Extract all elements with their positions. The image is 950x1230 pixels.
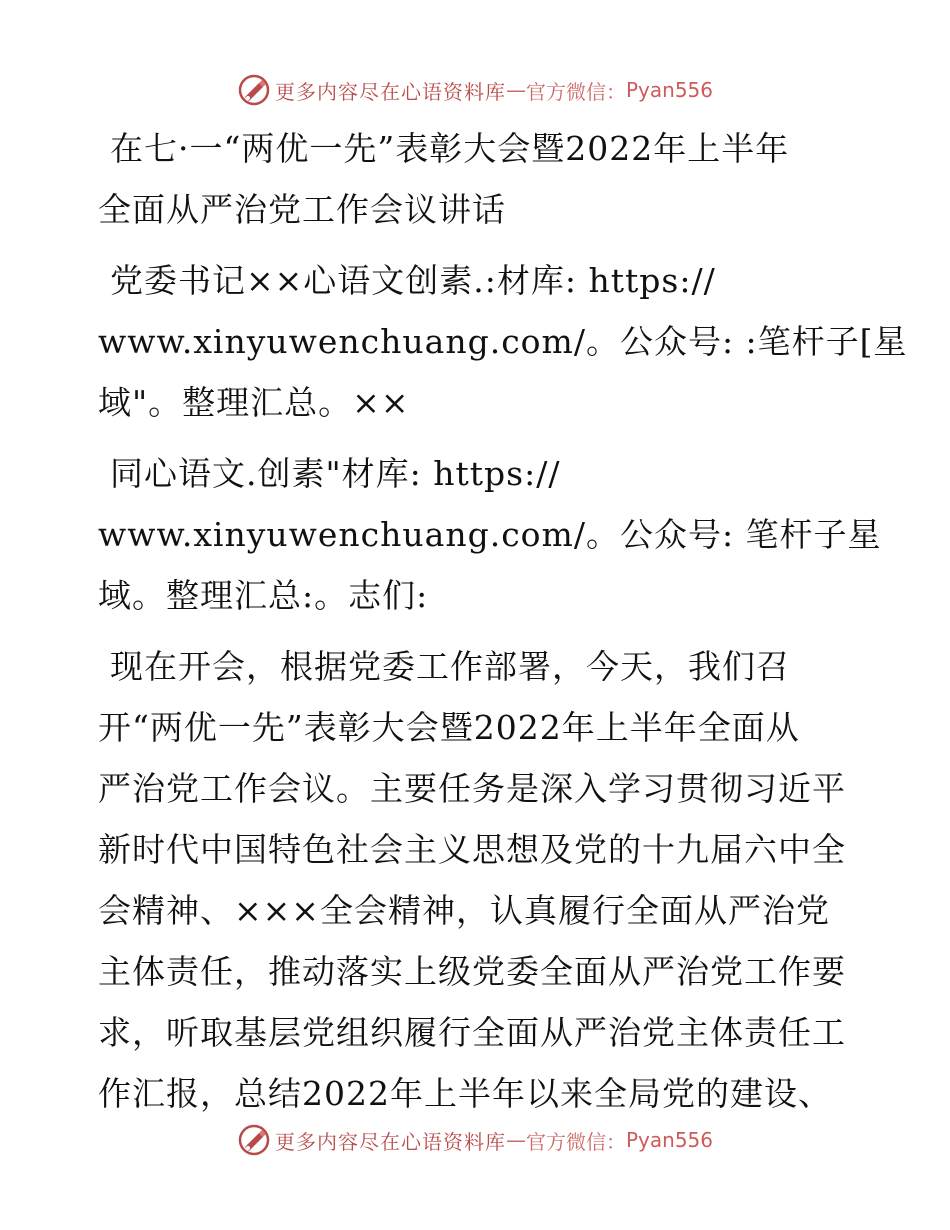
body-line: 求，听取基层党组织履行全面从严治党主体责任工: [98, 1013, 846, 1052]
watermark-official-label: 官方微信：: [525, 1129, 626, 1154]
body-line: 会精神、×××全会精神，认真履行全面从严治党: [98, 891, 830, 930]
byline-line: 党委书记××心语文创素.:材库: https://: [110, 261, 716, 300]
body-line: 主体责任，推动落实上级党委全面从严治党工作要: [98, 952, 846, 991]
watermark-account: Pyan556: [625, 1128, 713, 1152]
byline-line: 域"。整理汇总。××: [98, 383, 410, 422]
greeting-line: 同心语文.创素"材库: https://: [110, 454, 561, 493]
body-line: 现在开会，根据党委工作部署，今天，我们召: [110, 647, 790, 686]
pen-seal-icon: [237, 1123, 271, 1157]
body-line: 严治党工作会议。主要任务是深入学习贯彻习近平: [98, 769, 846, 808]
watermark-banner-top: [0, 70, 950, 110]
title-line: 全面从严治党工作会议讲话: [98, 190, 506, 229]
greeting-line: 域。整理汇总:。志们:: [98, 576, 429, 615]
document-body: [98, 118, 908, 1134]
watermark-banner-bottom: [0, 1120, 950, 1160]
greeting-line: www.xinyuwenchuang.com/。公众号: 笔杆子星: [98, 515, 882, 554]
greeting-paragraph: [98, 443, 882, 626]
body-line: 开“两优一先”表彰大会暨2022年上半年全面从: [98, 708, 800, 747]
watermark-text: 更多内容尽在心语资料库: [274, 1129, 506, 1154]
watermark-official-label: 官方微信：: [525, 79, 626, 104]
body-line: 新时代中国特色社会主义思想及党的十九届六中全: [98, 830, 846, 869]
byline-paragraph: [98, 250, 908, 433]
watermark-text: 更多内容尽在心语资料库: [274, 79, 506, 104]
byline-line: www.xinyuwenchuang.com/。公众号: :笔杆子[星: [98, 322, 908, 361]
watermark-account: Pyan556: [625, 78, 713, 102]
title-line: 在七·一“两优一先”表彰大会暨2022年上半年: [110, 129, 790, 168]
watermark-dash: —: [505, 78, 526, 102]
pen-seal-icon: [237, 73, 271, 107]
watermark-dash: —: [505, 1128, 526, 1152]
body-line: 作汇报，总结2022年上半年以来全局党的建设、: [98, 1074, 832, 1113]
document-title: [98, 118, 850, 240]
body-paragraph: [98, 636, 850, 1124]
